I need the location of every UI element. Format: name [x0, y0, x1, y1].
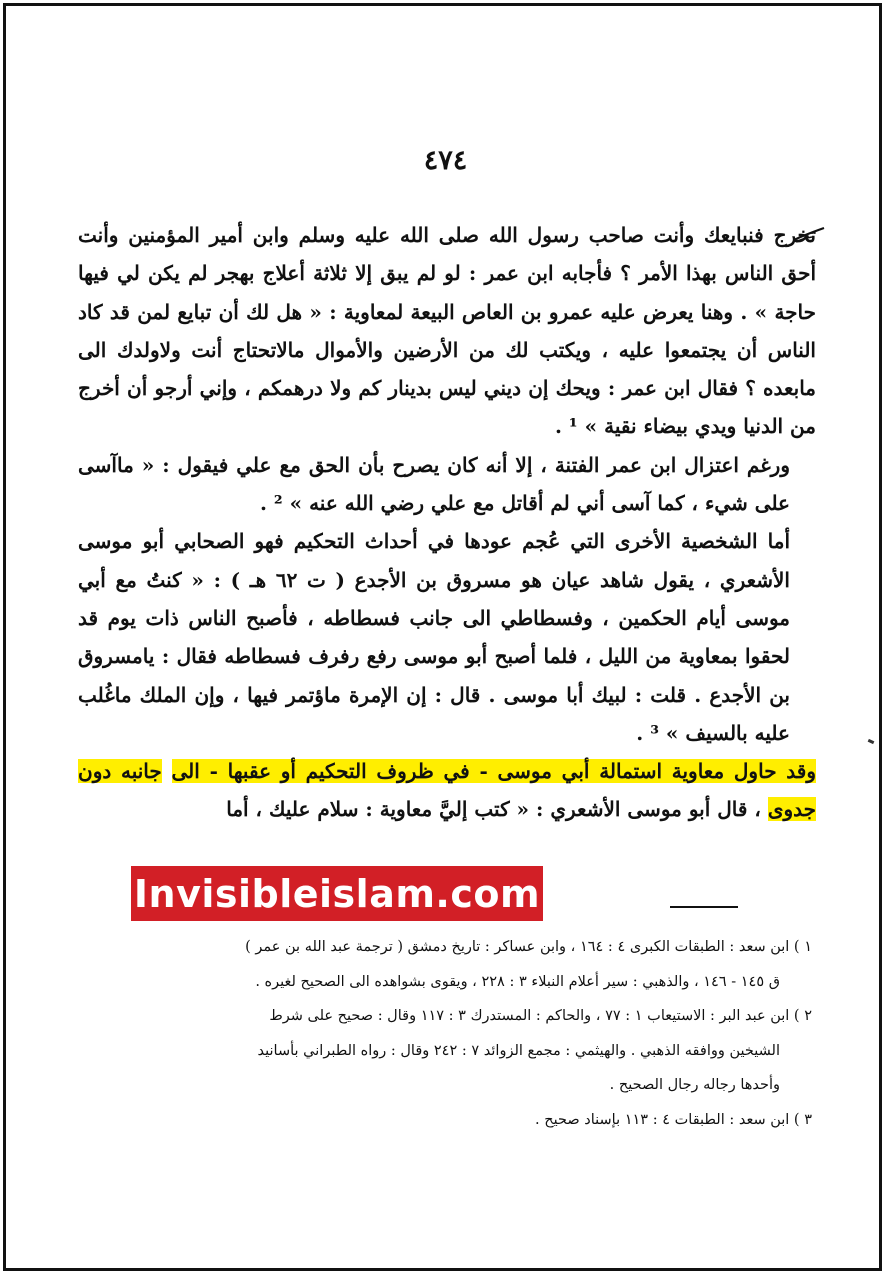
text-line: يكن لي فيها حاجة » . وهنا يعرض عليه عمرو بن العاص البيعة لمعاوية : « هل لك [78, 261, 816, 324]
text-line: « ماآسى على شيء ، كما آسى أني لم أقاتل مع علي رضي الله عنه » ² . [78, 452, 790, 516]
footnote-line: ٢ ) ابن عبد البر : الاستيعاب ١ : ٧٧ ، والحاكم : المستدرك ٣ : ١١٧ وقال : صحيح على شرط [269, 1008, 812, 1024]
text-line: مالاتحتاج أنت ولاولدك الى مابعده ؟ فقال ابن عمر : ويحك إن ديني ليس بدينار كم [78, 337, 817, 401]
watermark-banner [131, 866, 543, 921]
page-number: ٤٧٤ [423, 145, 468, 176]
highlighted-text: جانبه دون جدوى [78, 759, 816, 822]
text-line: أما الشخصية الأخرى التي عُجم عودها في أحداث التحكيم فهو الصحابي [174, 529, 791, 554]
main-body-text [78, 216, 816, 829]
paragraph-1 [78, 216, 816, 446]
footnote-line: الشيخين ووافقه الذهبي . والهيثمي : مجمع الزوائد ٧ : ٢٤٢ وقال : رواه الطبراني بأسانيد [257, 1042, 780, 1059]
highlighted-text: وقد حاول معاوية استمالة أبي موسى - في ظروف التحكيم أو عقبها - الى [171, 759, 817, 784]
text-line: ، قال أبو موسى الأشعري : « كتب إليَّ معاوية : سلام عليك ، أما [226, 797, 768, 822]
text-line: ورغم اعتزال ابن عمر الفتنة ، إلا أنه كان يصرح بأن الحق مع علي فيقول : [162, 452, 790, 477]
footnotes [104, 930, 812, 1137]
text-line: أن تبايع لمن قد كاد الناس أن يجتمعوا عليه ، ويكتب لك من الأرضين والأموال [78, 299, 816, 362]
text-line: أبو موسى الأشعري ، يقول شاهد عيان هو مسروق بن الأجدع ( ت ٦٢ هـ ) : « [78, 529, 790, 592]
footnote-line: ق ١٤٥ - ١٤٦ ، والذهبي : سير أعلام النبلاء ٣ : ٢٢٨ ، ويقوى بشواهده الى الصحيح لغيره . [255, 973, 780, 990]
text-line: ذات يوم قد لحقوا بمعاوية من الليل ، فلما أصبح أبو موسى رفع رفرف فسطاطه [78, 605, 790, 669]
text-line: وأنت أحق الناس بهذا الأمر ؟ فأجابه ابن عمر : لو لم يبق إلا ثلاثة أعلاج بهجر لم [78, 223, 817, 286]
text-line: فقال : يامسروق بن الأجدع . قلت : لبيك أبا موسى . قال : إن الإمرة ماؤتمر فيها ، [78, 644, 791, 707]
text-line: كنتُ مع أبي موسى أيام الحكمين ، وفسطاطي الى جانب فسطاطه ، فأصبح الناس [78, 567, 790, 630]
watermark-text: Invisibleislam.com [133, 871, 541, 916]
paragraph-2 [78, 446, 816, 523]
footnote-line: ١ ) ابن سعد : الطبقات الكبرى ٤ : ١٦٤ ، وابن عساكر : تاريخ دمشق ( ترجمة عبد الله بن عمر ) [245, 939, 812, 955]
footnote-line: ٣ ) ابن سعد : الطبقات ٤ : ١١٣ بإسناد صحيح . [535, 1111, 812, 1128]
text-line: وإن الملك ماغُلب عليه بالسيف » ³ . [78, 682, 790, 745]
paragraph-4 [78, 752, 816, 829]
footnote-separator [670, 906, 738, 908]
footnote-line: وأحدها رجاله رجال الصحيح . [609, 1077, 780, 1093]
paragraph-3 [78, 522, 816, 752]
text-line: ولا درهمكم ، وإني أرجو أن أخرج من الدنيا ويدي بيضاء نقية » ¹ . [78, 376, 816, 439]
text-line: تخرج فنبايعك وأنت صاحب رسول الله صلى الله عليه وسلم وابن أمير المؤمنين [128, 223, 816, 247]
